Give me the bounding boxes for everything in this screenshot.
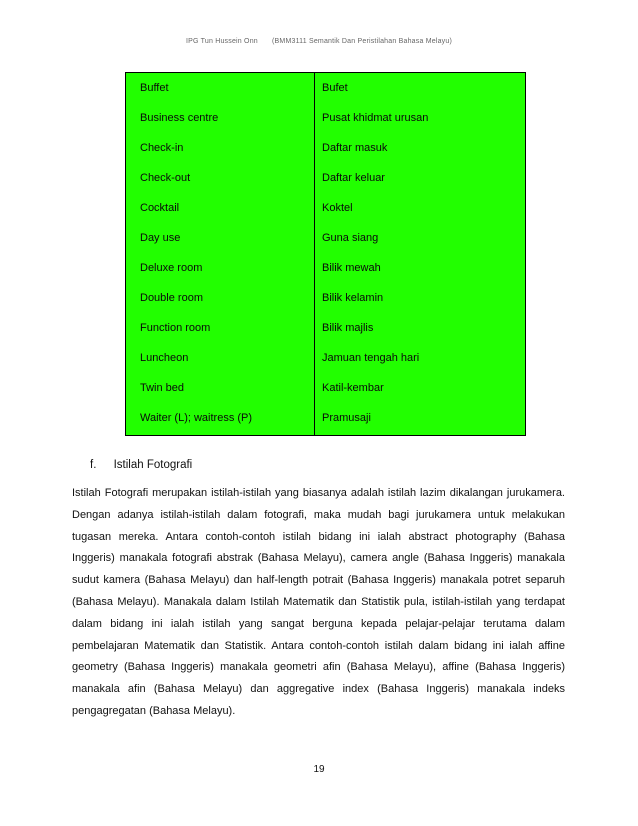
term-english: Day use xyxy=(140,232,181,244)
term-english: Deluxe room xyxy=(140,262,203,274)
term-table xyxy=(125,72,526,436)
page-number: 19 xyxy=(313,764,325,775)
term-english: Check-out xyxy=(140,172,191,184)
table-row xyxy=(126,256,525,286)
term-malay: Koktel xyxy=(322,202,353,214)
section-paragraph: Istilah Fotografi merupakan istilah-istilah yang biasanya adalah istilah lazim dikalangan jurukamera. Dengan adanya istilah-istilah dalam fotografi, maka mudah bagi jurukamera untuk melakukan tugasan mereka. Antara contoh-contoh istilah bidang ini ialah abstract photography (Bahasa Inggeris) manakala fotografi abstrak (Bahasa Melayu), camera angle (Bahasa Inggeris) manakala sudut kamera (Bahasa Melayu) dan half-length potrait (Bahasa Inggeris) manakala potret separuh (Bahasa Melayu). Manakala dalam Istilah Matematik dan Statistik pula, istilah-istilah yang terdapat dalam bidang ini ialah istilah yang sangat berguna kepada pelajar-pelajar terutama dalam pembelajaran Matematik dan Statistik. Antara contoh-contoh istilah dalam bidang ini ialah affine geometry (Bahasa Inggeris) manakala geometri afin (Bahasa Melayu), affine (Bahasa Inggeris) manakala afin (Bahasa Melayu) dan aggregative index (Bahasa Inggeris) manakala indeks pengagregatan (Bahasa Melayu). xyxy=(72,487,565,717)
page-header xyxy=(0,38,638,45)
term-english: Twin bed xyxy=(140,382,185,394)
term-malay: Jamuan tengah hari xyxy=(322,352,420,364)
term-english: Check-in xyxy=(140,142,184,154)
header-institution: IPG Tun Hussein Onn xyxy=(185,38,258,45)
table-row xyxy=(126,376,525,406)
table-row xyxy=(126,136,525,166)
term-malay: Pusat khidmat urusan xyxy=(322,112,429,124)
table-row xyxy=(126,76,525,106)
table-row xyxy=(126,346,525,376)
term-english: Cocktail xyxy=(140,202,180,214)
header-course: (BMM3111 Semantik Dan Peristilahan Bahasa Melayu) xyxy=(272,38,452,45)
table-row xyxy=(126,316,525,346)
term-malay: Guna siang xyxy=(322,232,379,244)
term-malay: Bufet xyxy=(322,82,348,94)
term-malay: Bilik majlis xyxy=(322,322,374,334)
term-malay: Bilik mewah xyxy=(322,262,381,274)
term-english: Function room xyxy=(140,322,211,334)
term-malay: Daftar keluar xyxy=(322,172,385,184)
section-title: Istilah Fotografi xyxy=(113,459,193,471)
term-malay: Daftar masuk xyxy=(322,142,388,154)
term-english: Business centre xyxy=(140,112,219,124)
term-malay: Pramusaji xyxy=(322,412,371,424)
term-english: Double room xyxy=(140,292,203,304)
section-number: f. xyxy=(90,459,97,471)
table-row xyxy=(126,286,525,316)
table-row xyxy=(126,406,525,436)
term-malay: Katil-kembar xyxy=(322,382,384,394)
table-row xyxy=(126,196,525,226)
term-english: Waiter (L); waitress (P) xyxy=(140,412,253,424)
table-row xyxy=(126,106,525,136)
table-row xyxy=(126,226,525,256)
section-heading xyxy=(90,459,192,471)
term-malay: Bilik kelamin xyxy=(322,292,384,304)
table-row xyxy=(126,166,525,196)
term-english: Buffet xyxy=(140,82,169,94)
term-english: Luncheon xyxy=(140,352,189,364)
